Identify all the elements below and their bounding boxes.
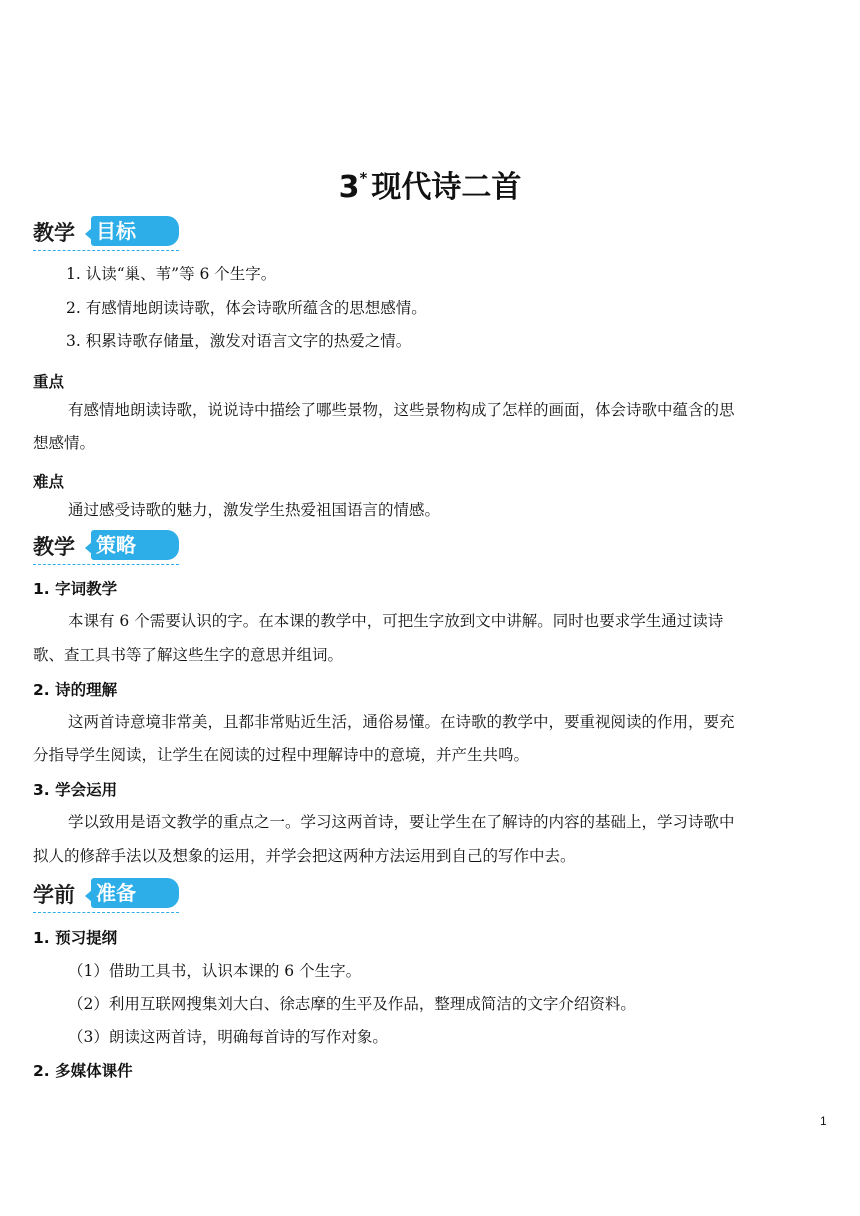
goals-banner-left: 教学 (33, 221, 75, 245)
prep-item: （2）利用互联网搜集刘大白、徐志摩的生平及作品，整理成简洁的文字介绍资料。 (68, 995, 636, 1013)
strategy-line: 拟人的修辞手法以及想象的运用，并学会把这两种方法运用到自己的写作中去。 (33, 847, 576, 865)
prep-banner-left: 学前 (33, 883, 75, 907)
lesson-number: 3 (338, 170, 360, 205)
strategy-heading: 2. 诗的理解 (33, 681, 118, 699)
difficulty-line: 通过感受诗歌的魅力，激发学生热爱祖国语言的情感。 (68, 501, 441, 519)
key-point-line: 想感情。 (33, 434, 96, 452)
prep-banner-right: 准备 (96, 881, 136, 905)
strategy-banner-tag (91, 530, 179, 560)
prep-banner (33, 878, 155, 914)
goal-item: 2. 有感情地朗读诗歌，体会诗歌所蕴含的思想感情。 (66, 299, 427, 317)
prep-item: （1）借助工具书，认识本课的 6 个生字。 (68, 962, 362, 980)
prep-banner-tag (91, 878, 179, 908)
strategy-banner (33, 530, 155, 566)
lesson-title (0, 156, 860, 210)
goals-banner-right: 目标 (96, 219, 136, 243)
prep-item: （3）朗读这两首诗，明确每首诗的写作对象。 (68, 1028, 388, 1046)
difficulty-heading: 难点 (33, 473, 65, 491)
key-point-line: 有感情地朗读诗歌，说说诗中描绘了哪些景物，这些景物构成了怎样的画面，体会诗歌中蕴含的思 (68, 401, 735, 419)
lesson-title-text: 现代诗二首 (371, 170, 522, 205)
goals-banner-tag (91, 216, 179, 246)
goal-item: 3. 积累诗歌存储量，激发对语言文字的热爱之情。 (66, 332, 412, 350)
prep-heading: 2. 多媒体课件 (33, 1062, 133, 1080)
strategy-banner-left: 教学 (33, 535, 75, 559)
goal-item: 1. 认读“巢、苇”等 6 个生字。 (66, 265, 277, 283)
lesson-mark: * (359, 169, 368, 187)
strategy-line: 歌、查工具书等了解这些生字的意思并组词。 (33, 646, 344, 664)
page-number: 1 (820, 1114, 827, 1128)
strategy-banner-right: 策略 (96, 533, 136, 557)
banner-underline (33, 912, 179, 913)
strategy-line: 学以致用是语文教学的重点之一。学习这两首诗，要让学生在了解诗的内容的基础上，学习诗歌中 (68, 813, 735, 831)
key-point-heading: 重点 (33, 373, 65, 391)
strategy-line: 本课有 6 个需要认识的字。在本课的教学中，可把生字放到文中讲解。同时也要求学生通过读诗 (68, 612, 724, 630)
strategy-line: 分指导学生阅读，让学生在阅读的过程中理解诗中的意境，并产生共鸣。 (33, 746, 530, 764)
strategy-heading: 3. 学会运用 (33, 781, 118, 799)
goals-banner (33, 216, 155, 252)
strategy-line: 这两首诗意境非常美，且都非常贴近生活，通俗易懂。在诗歌的教学中，要重视阅读的作用，要充 (68, 713, 735, 731)
banner-underline (33, 564, 179, 565)
banner-underline (33, 250, 179, 251)
strategy-heading: 1. 字词教学 (33, 580, 118, 598)
prep-heading: 1. 预习提纲 (33, 929, 118, 947)
